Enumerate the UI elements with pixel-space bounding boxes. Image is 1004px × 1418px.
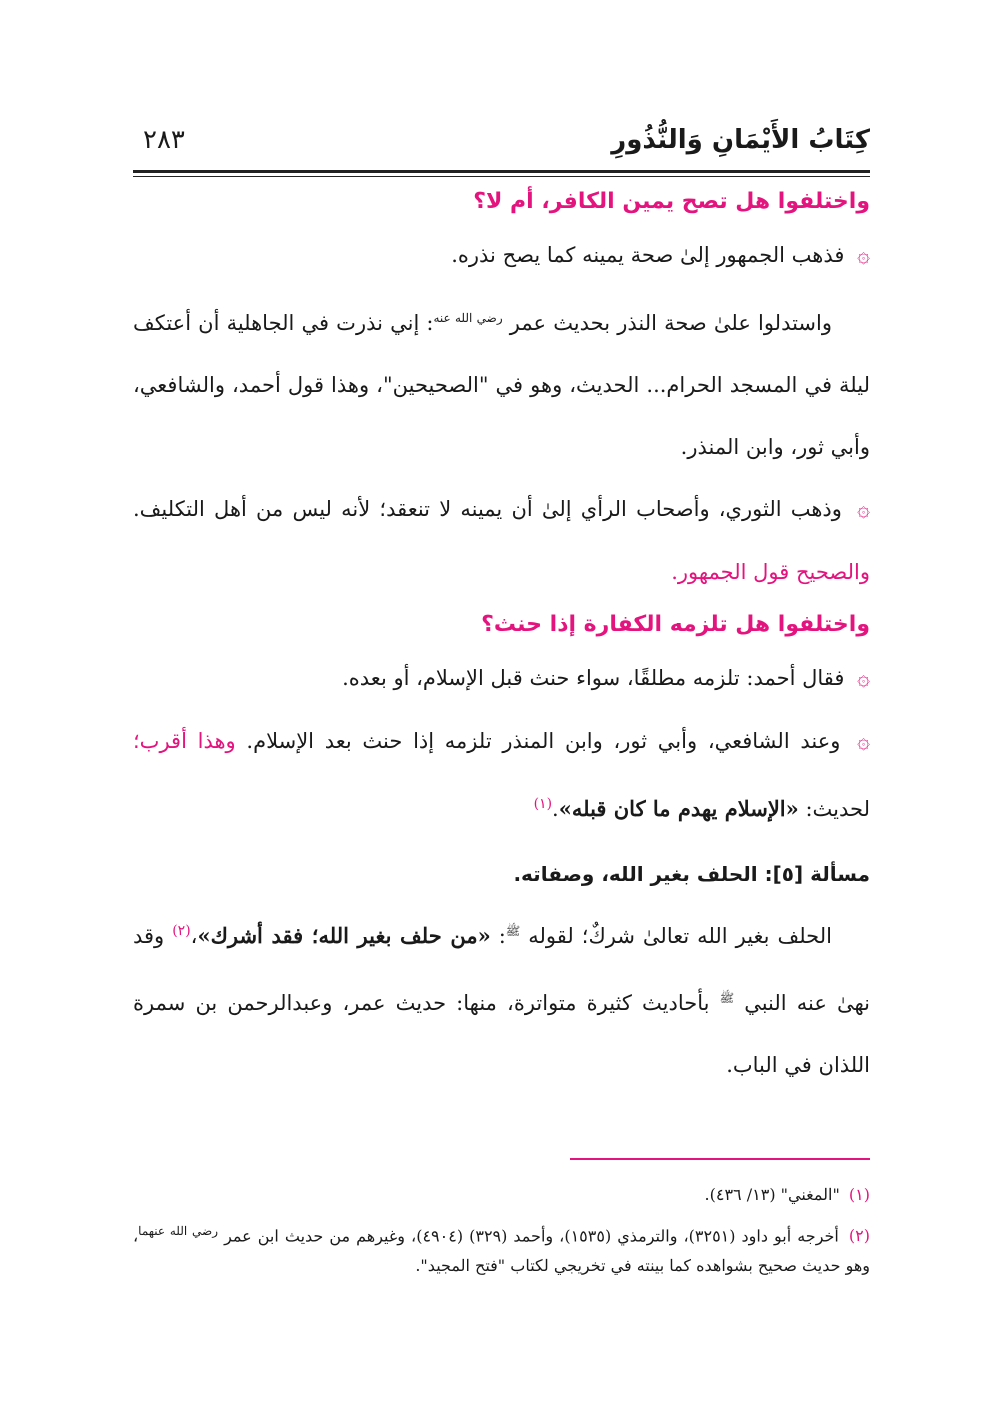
footnote-text: أخرجه أبو داود (٣٢٥١)، والترمذي (١٥٣٥)، وأحمد (٣٢٩) (٤٩٠٤)، وغيرهم من حديث ابن عمر xyxy=(224,1226,839,1246)
paragraph-text: بأحاديث كثيرة متواترة، منها: حديث عمر، وعبدالرحمن بن سمرة اللذان في الباب. xyxy=(133,991,870,1077)
author-preference: والصحيح قول الجمهور. xyxy=(671,560,870,584)
honorific-glyph: رضي الله عنهما xyxy=(138,1224,219,1238)
paragraph-text: وقد نهىٰ عنه النبي xyxy=(133,924,870,1015)
flower-ornament-icon: ۞ xyxy=(857,666,870,691)
footnote-number: (١) xyxy=(848,1185,870,1204)
footnote-ref-1[interactable]: (١) xyxy=(533,796,553,812)
paragraph-text: فقال أحمد: تلزمه مطلقًا، سواء حنث قبل الإسلام، أو بعده. xyxy=(342,666,845,690)
page-body xyxy=(133,180,870,1096)
flower-ornament-icon: ۞ xyxy=(857,729,870,754)
hadith-quote: «الإسلام يهدم ما كان قبله» xyxy=(558,796,799,821)
punctuation: : xyxy=(498,924,506,948)
paragraph-ahmad-view xyxy=(133,647,870,710)
paragraph-text: وعند الشافعي، وأبي ثور، وابن المنذر تلزمه إذا حنث بعد الإسلام. xyxy=(246,729,841,753)
header-rule-thick xyxy=(133,170,870,173)
footnote-text: ، وهو حديث صحيح بشواهده كما بينته في تخريجي لكتاب "فتح المجيد". xyxy=(133,1226,870,1276)
paragraph-text: لحديث: xyxy=(805,797,870,821)
flower-ornament-icon: ۞ xyxy=(857,243,870,268)
hadith-quote: «من حلف بغير الله؛ فقد أشرك» xyxy=(197,923,491,948)
paragraph-text: وذهب الثوري، وأصحاب الرأي إلىٰ أن يمينه لا تنعقد؛ لأنه ليس من أهل التكليف. xyxy=(133,497,842,521)
running-header xyxy=(133,120,870,170)
honorific-glyph: ﷺ xyxy=(719,991,735,1005)
footnote-2 xyxy=(133,1216,870,1281)
paragraph-text: واستدلوا علىٰ صحة النذر بحديث عمر xyxy=(509,311,832,335)
author-preference: وهذا أقرب؛ xyxy=(133,729,236,753)
section-heading-1: واختلفوا هل تصح يمين الكافر، أم لا؟ xyxy=(473,189,870,214)
footnote-ref-2[interactable]: (٢) xyxy=(172,923,191,939)
paragraph-text: فذهب الجمهور إلىٰ صحة يمينه كما يصح نذره. xyxy=(451,243,845,267)
paragraph-majority-view xyxy=(133,224,870,287)
footnote-number: (٢) xyxy=(848,1226,871,1246)
footnote-text: "المغني" (١٣/ ٤٣٦). xyxy=(704,1185,840,1204)
paragraph-evidence xyxy=(133,287,870,478)
issue-title-text: الحلف بغير الله، وصفاته. xyxy=(513,862,758,886)
section-heading-2: واختلفوا هل تلزمه الكفارة إذا حنث؟ xyxy=(481,612,870,637)
issue-title xyxy=(133,848,870,900)
paragraph-oath-by-other: الحلف بغير الله تعالىٰ شركٌ؛ لقوله $^ﷺ$: «من حلف بغير الله؛ فقد أشرك»،$^{(٢)}$ وقد نهىٰ عنه النبي $^ﷺ$ بأحاديث كثيرة متواترة، منها: حديث عمر، وعبدالرحمن بن سمرة اللذان في الباب. xyxy=(133,923,870,1077)
honorific-glyph: رضي الله عنه xyxy=(433,311,503,325)
paragraph-text: : إني نذرت في الجاهلية أن أعتكف ليلة في المسجد الحرام... الحديث، وهو في "الصحيحين"، وهذا قول أحمد، والشافعي، وأبي ثور، وابن المنذر. xyxy=(133,311,870,459)
page-number: ٢٨٣ xyxy=(143,125,185,155)
header-rule-thin xyxy=(133,176,870,177)
paragraph-thawri-view xyxy=(133,478,870,603)
issue-label: مسألة [٥]: xyxy=(764,862,870,886)
honorific-glyph: ﷺ xyxy=(505,924,521,938)
footnote-1 xyxy=(133,1180,870,1210)
footnotes xyxy=(133,1180,870,1281)
footnote-separator xyxy=(570,1158,870,1160)
paragraph-shafii-view: ۞ وعند الشافعي، وأبي ثور، وابن المنذر تلزمه إذا حنث بعد الإسلام. وهذا أقرب؛ لحديث: «الإسلام يهدم ما كان قبله».$^{(١)}$ xyxy=(133,729,870,821)
paragraph-text: الحلف بغير الله تعالىٰ شركٌ؛ لقوله xyxy=(528,924,832,948)
book-title: كِتَابُ الأَيْمَانِ وَالنُّذُورِ xyxy=(611,125,870,155)
flower-ornament-icon: ۞ xyxy=(857,497,870,522)
